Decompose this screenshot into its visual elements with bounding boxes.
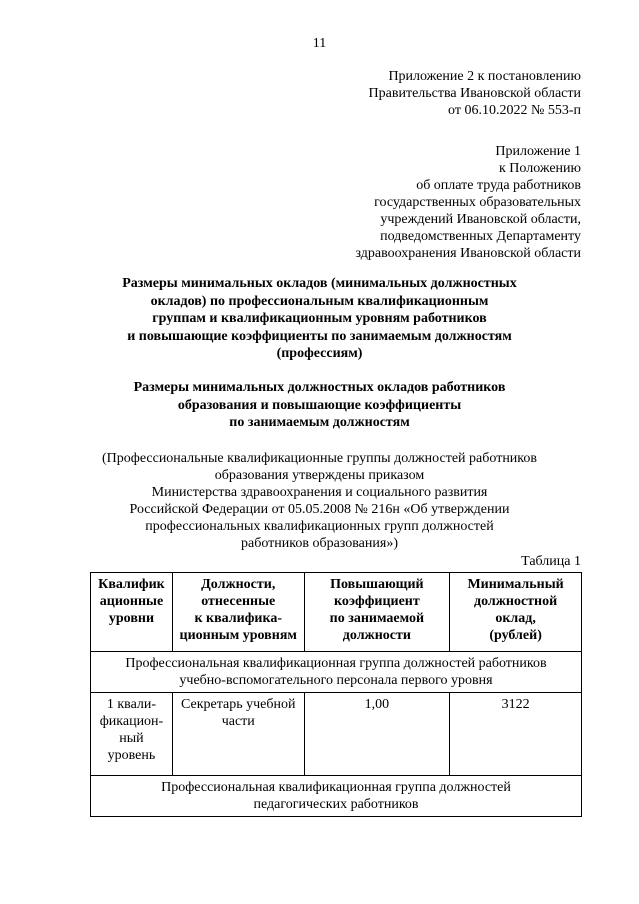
header-positions: Должности, отнесенные к квалифика- ционным уровням	[172, 573, 304, 652]
note-line: (Профессиональные квалификационные группы должностей работников	[101, 451, 538, 466]
title-line: окладов) по профессиональным квалификационным	[150, 293, 489, 309]
appendix-1-line: подведомственных Департаменту	[380, 229, 581, 244]
appendix-1-line: Приложение 1	[495, 144, 581, 159]
cell-salary: 3122	[450, 693, 582, 776]
note-line: работников образования»)	[241, 536, 398, 551]
appendix-1-line: учреждений Ивановской области,	[380, 212, 581, 227]
document-title	[0, 275, 639, 363]
group-heading: Профессиональная квалификационная группа должностей педагогических работников	[91, 776, 582, 817]
section-title-line: образования и повышающие коэффициенты	[177, 397, 462, 413]
table-header-row	[91, 573, 582, 652]
title-line: Размеры минимальных окладов (минимальных должностных	[122, 276, 517, 291]
section-title-line: Размеры минимальных должностных окладов работников	[133, 380, 506, 395]
cell-level: 1 квали- фикацион- ный уровень	[91, 693, 173, 776]
salary-table	[90, 572, 582, 817]
appendix-2-line: от 06.10.2022 № 553-п	[448, 103, 581, 118]
group-heading: Профессиональная квалификационная группа должностей работников учебно-вспомогательного персонала первого уровня	[91, 652, 582, 693]
appendix-1-line: к Положению	[498, 161, 581, 176]
appendix-2-line: Правительства Ивановской области	[368, 86, 581, 101]
note-line: Российской Федерации от 05.05.2008 № 216н «Об утверждении	[129, 502, 510, 517]
page-number: 11	[312, 36, 327, 51]
appendix-1-line: об оплате труда работников	[416, 178, 581, 193]
appendix-1-line: здравоохранения Ивановской области	[355, 246, 581, 261]
section-title-line: по занимаемым должностям	[229, 415, 410, 431]
title-line: и повышающие коэффициенты по занимаемым должностям	[127, 328, 512, 344]
cell-coefficient: 1,00	[304, 693, 450, 776]
title-line: (профессиям)	[276, 346, 363, 362]
note-line: профессиональных квалификационных групп должностей	[145, 519, 494, 534]
group-row	[91, 776, 582, 817]
header-levels: Квалифик ационные уровни	[91, 573, 173, 652]
header-coefficient: Повышающий коэффициент по занимаемой должности	[304, 573, 450, 652]
note-line: образования утверждены приказом	[214, 468, 425, 483]
group-row	[91, 652, 582, 693]
note-line: Министерства здравоохранения и социального развития	[151, 485, 488, 500]
table-label: Таблица 1	[521, 554, 581, 569]
appendix-2-header	[369, 68, 581, 119]
appendix-1-line: государственных образовательных	[374, 195, 581, 210]
legal-note	[0, 450, 639, 552]
table-row	[91, 693, 582, 776]
section-title	[0, 379, 639, 432]
title-line: группам и квалификационным уровням работников	[152, 311, 487, 327]
cell-position: Секретарь учебной части	[172, 693, 304, 776]
appendix-1-header	[356, 143, 582, 262]
header-salary: Минимальный должностной оклад, (рублей)	[450, 573, 582, 652]
appendix-2-line: Приложение 2 к постановлению	[388, 69, 581, 84]
